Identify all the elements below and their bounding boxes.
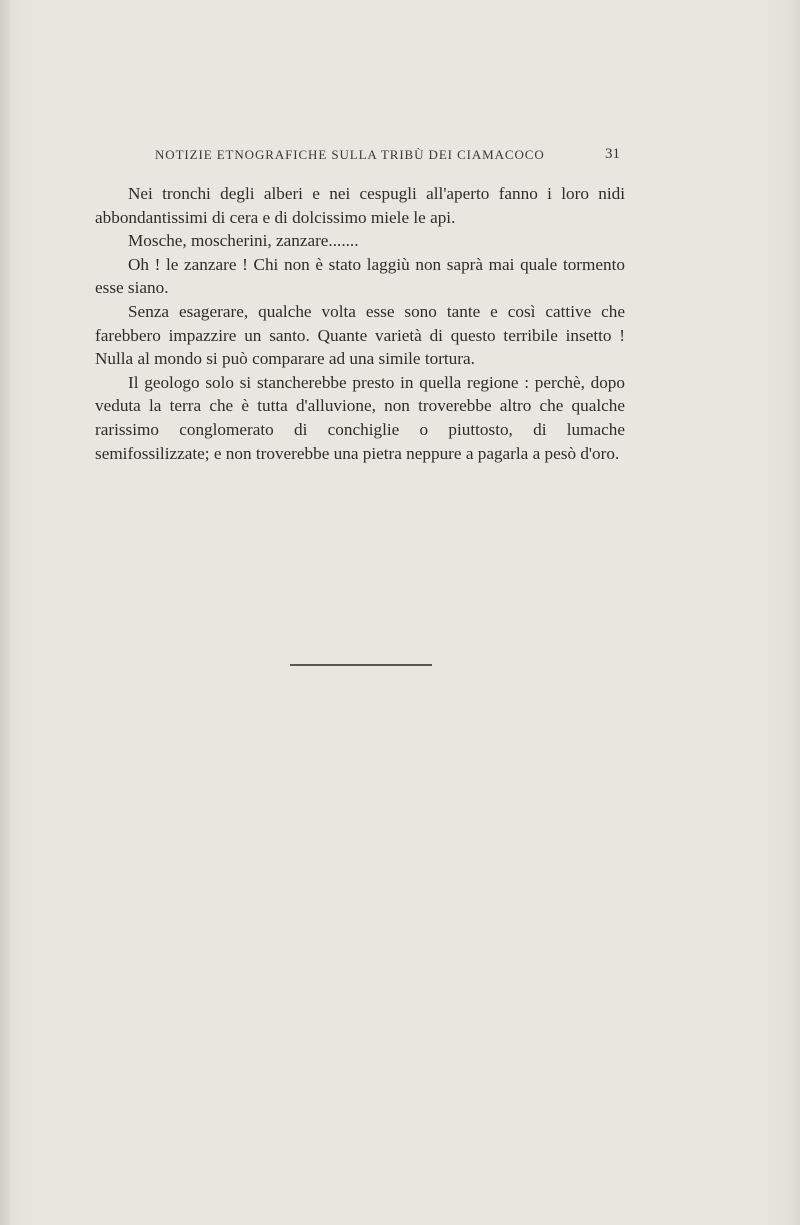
page-number: 31 [605, 146, 620, 162]
paragraph-geologist: Il geologo solo si stancherebbe presto in quella regione : perchè, dopo veduta la terra che è tutta d'alluvione, non troverebbe altro che qualche rarissimo conglomerato di conchiglie o piuttosto, di lumache semifossilizzate; e non troverebbe una pietra neppure a pagarla a pesò d'oro. [95, 372, 625, 463]
paragraph-flies: Mosche, moscherini, zanzare....... [128, 231, 359, 251]
page-header [0, 147, 800, 167]
running-title: NOTIZIE ETNOGRAFICHE SULLA TRIBÙ DEI CIAMACOCO [155, 147, 545, 162]
paragraph-bees: Nei tronchi degli alberi e nei cespugli all'aperto fanno i loro nidi abbondantissimi di cera e di dolcissimo miele le api. [95, 184, 625, 227]
body-text [95, 182, 625, 465]
paragraph-exaggeration: Senza esagerare, qualche volta esse sono tante e così cattive che farebbero impazzire un santo. Quante varietà di questo terribile insetto ! Nulla al mondo si può comparare ad una simile tortura. [95, 301, 625, 369]
section-divider [290, 664, 432, 666]
paragraph-mosquitoes: Oh ! le zanzare ! Chi non è stato laggiù non saprà mai quale tormento esse siano. [95, 254, 625, 298]
page-edge [0, 0, 10, 1225]
